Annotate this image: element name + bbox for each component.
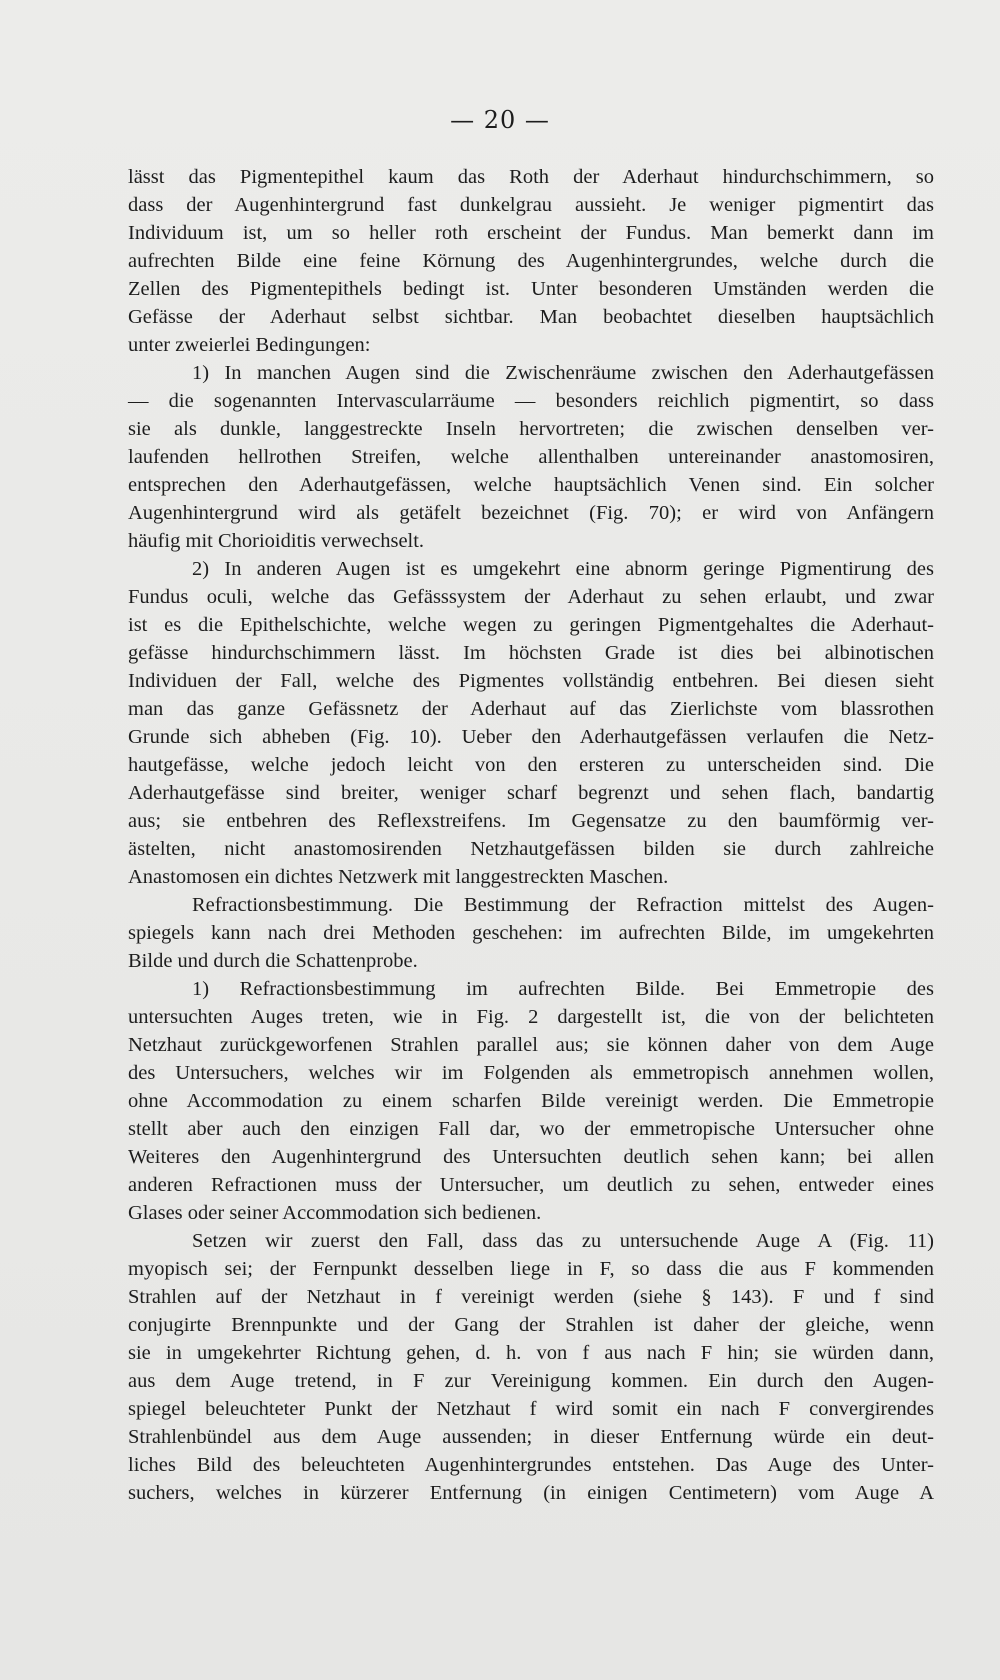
text-line: anderen Refractionen muss der Untersucher, um deutlich zu sehen, entweder eines (128, 1174, 934, 1196)
text-line: spiegels kann nach drei Methoden geschehen: im aufrechten Bilde, im umgekehrten (128, 922, 934, 944)
text-line: ästelten, nicht anastomosirenden Netzhautgefässen bilden sie durch zahlreiche (128, 838, 934, 860)
text-line: untersuchten Auges treten, wie in Fig. 2 dargestellt ist, die von der belichteten (128, 1006, 934, 1028)
text-line: aufrechten Bilde eine feine Körnung des Augenhintergrundes, welche durch die (128, 250, 934, 272)
text-line: conjugirte Brennpunkte und der Gang der Strahlen ist daher der gleiche, wenn (128, 1314, 934, 1336)
text-line: Aderhautgefässe sind breiter, weniger scharf begrenzt und sehen flach, bandartig (128, 782, 934, 804)
text-line: dass der Augenhintergrund fast dunkelgrau aussieht. Je weniger pigmentirt das (128, 194, 934, 216)
text-line: ist es die Epithelschichte, welche wegen zu geringen Pigmentgehaltes die Aderhaut- (128, 614, 934, 636)
text-line: Glases oder seiner Accommodation sich bedienen. (128, 1202, 542, 1224)
text-line: myopisch sei; der Fernpunkt desselben liege in F, so dass die aus F kommenden (128, 1258, 934, 1280)
text-line: gefässe hindurchschimmern lässt. Im höchsten Grade ist dies bei albinotischen (128, 642, 934, 664)
text-line: aus; sie entbehren des Reflexstreifens. Im Gegensatze zu den baumförmig ver- (128, 810, 934, 832)
text-line: liches Bild des beleuchteten Augenhintergrundes entstehen. Das Auge des Unter- (128, 1454, 934, 1476)
text-line: Refractionsbestimmung. Die Bestimmung der Refraction mittelst des Augen- (192, 894, 934, 916)
text-line: Anastomosen ein dichtes Netzwerk mit langgestreckten Maschen. (128, 866, 669, 888)
text-line: Bilde und durch die Schattenprobe. (128, 950, 418, 972)
text-line: laufenden hellrothen Streifen, welche allenthalben untereinander anastomosiren, (128, 446, 934, 468)
text-line: Strahlen auf der Netzhaut in f vereinigt werden (siehe § 143). F und f sind (128, 1286, 934, 1308)
text-line: Fundus oculi, welche das Gefässsystem der Aderhaut zu sehen erlaubt, und zwar (128, 586, 934, 608)
text-line: aus dem Auge tretend, in F zur Vereinigung kommen. Ein durch den Augen- (128, 1370, 934, 1392)
text-line: des Untersuchers, welches wir im Folgenden als emmetropisch annehmen wollen, (128, 1062, 934, 1084)
text-line: Zellen des Pigmentepithels bedingt ist. Unter besonderen Umständen werden die (128, 278, 934, 300)
text-line: Individuum ist, um so heller roth erscheint der Fundus. Man bemerkt dann im (128, 222, 934, 244)
text-line: — die sogenannten Intervascularräume — besonders reichlich pigmentirt, so dass (128, 390, 934, 412)
text-line: ohne Accommodation zu einem scharfen Bilde vereinigt werden. Die Emmetropie (128, 1090, 934, 1112)
text-line: Gefässe der Aderhaut selbst sichtbar. Man beobachtet dieselben hauptsächlich (128, 306, 934, 328)
text-line: sie in umgekehrter Richtung gehen, d. h. von f aus nach F hin; sie würden dann, (128, 1342, 934, 1364)
text-line: 1) Refractionsbestimmung im aufrechten Bilde. Bei Emmetropie des (192, 978, 934, 1000)
text-line: Strahlenbündel aus dem Auge aussenden; in dieser Entfernung würde ein deut- (128, 1426, 934, 1448)
text-line: hautgefässe, welche jedoch leicht von den ersteren zu unterscheiden sind. Die (128, 754, 934, 776)
text-line: sie als dunkle, langgestreckte Inseln hervortreten; die zwischen denselben ver- (128, 418, 934, 440)
text-line: entsprechen den Aderhautgefässen, welche hauptsächlich Venen sind. Ein solcher (128, 474, 934, 496)
body-text (128, 163, 934, 1507)
text-line: suchers, welches in kürzerer Entfernung (in einigen Centimetern) vom Auge A (128, 1482, 934, 1504)
text-line: man das ganze Gefässnetz der Aderhaut auf das Zierlichste vom blassrothen (128, 698, 934, 720)
text-line: spiegel beleuchteter Punkt der Netzhaut f wird somit ein nach F convergirendes (128, 1398, 934, 1420)
text-line: unter zweierlei Bedingungen: (128, 334, 371, 356)
text-line: Setzen wir zuerst den Fall, dass das zu untersuchende Auge A (Fig. 11) (192, 1230, 934, 1252)
text-line: Individuen der Fall, welche des Pigmentes vollständig entbehren. Bei diesen sieht (128, 670, 934, 692)
text-line: stellt aber auch den einzigen Fall dar, wo der emmetropische Untersucher ohne (128, 1118, 934, 1140)
text-line: 2) In anderen Augen ist es umgekehrt eine abnorm geringe Pigmentirung des (192, 558, 934, 580)
page-number: — 20 — (450, 106, 550, 134)
text-line: Augenhintergrund wird als getäfelt bezeichnet (Fig. 70); er wird von Anfängern (128, 502, 934, 524)
text-line: Grunde sich abheben (Fig. 10). Ueber den Aderhautgefässen verlaufen die Netz- (128, 726, 934, 748)
text-line: 1) In manchen Augen sind die Zwischenräume zwischen den Aderhautgefässen (192, 362, 934, 384)
text-line: lässt das Pigmentepithel kaum das Roth der Aderhaut hindurchschimmern, so (128, 166, 934, 188)
text-line: Netzhaut zurückgeworfenen Strahlen parallel aus; sie können daher von dem Auge (128, 1034, 934, 1056)
text-line: häufig mit Chorioiditis verwechselt. (128, 530, 425, 552)
text-line: Weiteres den Augenhintergrund des Untersuchten deutlich sehen kann; bei allen (128, 1146, 934, 1168)
